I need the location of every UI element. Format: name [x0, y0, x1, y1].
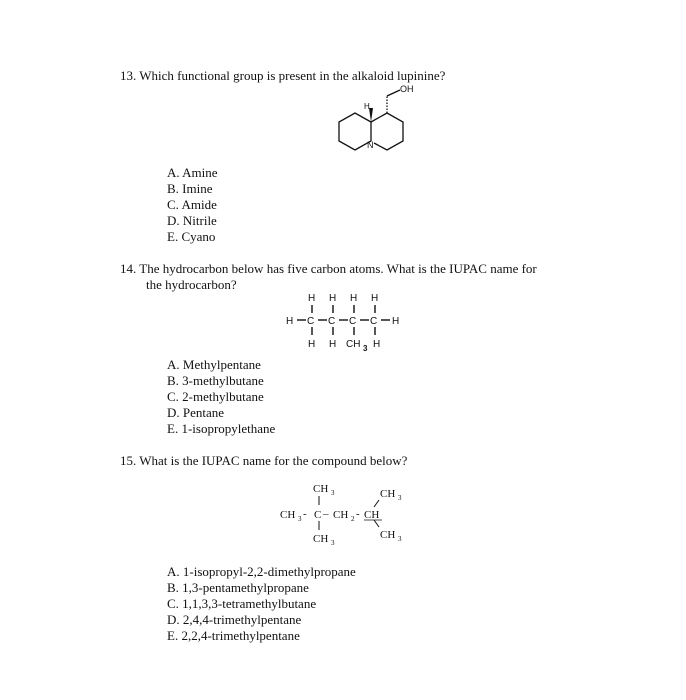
- q13-option-b[interactable]: B. Imine: [167, 181, 213, 196]
- h-label: H: [364, 102, 370, 111]
- left-h: H: [286, 316, 294, 327]
- q15-option-a[interactable]: A. 1-isopropyl-2,2-dimethylpropane: [167, 564, 356, 579]
- bottom-ch-subscript: 3: [363, 344, 368, 353]
- oh-bond: [387, 90, 400, 96]
- right-bottom-ch3: CH: [380, 529, 396, 541]
- bottom-ch3: CH: [313, 533, 329, 545]
- left-ch3-sub: 3: [298, 515, 302, 523]
- bottom-h-2: H: [329, 339, 337, 350]
- bottom-ch3-sub: 3: [331, 539, 335, 547]
- q14-option-c[interactable]: C. 2-methylbutane: [167, 389, 264, 404]
- q13-option-d[interactable]: D. Nitrile: [167, 213, 217, 228]
- dash-1: -: [303, 508, 307, 520]
- q15-option-e[interactable]: E. 2,2,4-trimethylpentane: [167, 628, 300, 643]
- carbon-3: C: [349, 316, 357, 327]
- question-14-line1: 14. The hydrocarbon below has five carbon atoms. What is the IUPAC name for: [120, 261, 537, 276]
- q14-option-e[interactable]: E. 1-isopropylethane: [167, 421, 276, 436]
- dash-2: –: [323, 508, 329, 520]
- hydrocarbon-structure: [280, 288, 420, 358]
- right-top-ch3: CH: [380, 488, 396, 500]
- top-h-4: H: [371, 293, 379, 304]
- carbon-4: C: [370, 316, 378, 327]
- ch2-sub: 2: [351, 515, 355, 523]
- right-top-ch3-sub: 3: [398, 494, 402, 502]
- right-bottom-ch3-sub: 3: [398, 535, 402, 543]
- compound-structure: [280, 480, 420, 550]
- bottom-ch: CH: [346, 339, 361, 350]
- q14-option-d[interactable]: D. Pentane: [167, 405, 225, 420]
- oh-label: OH: [400, 84, 414, 94]
- q13-option-e[interactable]: E. Cyano: [167, 229, 216, 244]
- quaternary-c: C: [314, 509, 322, 521]
- right-h: H: [392, 316, 400, 327]
- carbon-1: C: [307, 316, 315, 327]
- q14-option-b[interactable]: B. 3-methylbutane: [167, 373, 264, 388]
- q15-option-b[interactable]: B. 1,3-pentamethylpropane: [167, 580, 309, 595]
- dash-3: -: [356, 508, 360, 520]
- question-13-text: 13. Which functional group is present in the alkaloid lupinine?: [120, 68, 446, 83]
- top-h-2: H: [329, 293, 337, 304]
- top-ch3-sub: 3: [331, 489, 335, 497]
- carbon-2: C: [328, 316, 336, 327]
- lupinine-structure: [330, 84, 420, 164]
- right-ring-bond: [371, 113, 403, 150]
- left-ch3: CH: [280, 509, 296, 521]
- question-15-text: 15. What is the IUPAC name for the compound below?: [120, 453, 408, 468]
- q13-option-a[interactable]: A. Amine: [167, 165, 218, 180]
- bottom-h-1: H: [308, 339, 316, 350]
- n-label: N: [367, 140, 374, 150]
- top-ch3: CH: [313, 483, 329, 495]
- bottom-h-4: H: [373, 339, 381, 350]
- ch: CH: [364, 509, 380, 521]
- top-h-3: H: [350, 293, 358, 304]
- q15-option-d[interactable]: D. 2,4,4-trimethylpentane: [167, 612, 302, 627]
- q15-option-c[interactable]: C. 1,1,3,3-tetramethylbutane: [167, 596, 317, 611]
- q14-option-a[interactable]: A. Methylpentane: [167, 357, 261, 372]
- q13-option-c[interactable]: C. Amide: [167, 197, 217, 212]
- question-14-line2: the hydrocarbon?: [146, 277, 237, 292]
- ch2: CH: [333, 509, 349, 521]
- top-h-1: H: [308, 293, 316, 304]
